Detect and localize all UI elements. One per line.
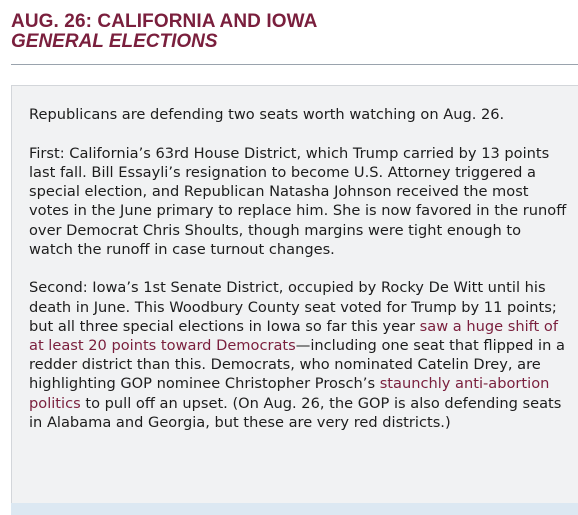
- bottom-band: [11, 503, 578, 515]
- content-box: [11, 85, 578, 503]
- article-header: [11, 12, 571, 52]
- link-anti-abortion-politics[interactable]: staunchly anti-abortion politics: [29, 375, 550, 412]
- headline: AUG. 26: CALIFORNIA AND IOWA: [11, 11, 318, 32]
- second-text-1: Second: Iowa’s 1st Senate District, occupied by Rocky De Witt until his death in June. This Woodbury County seat voted for Trump by 11 points; but all three special elections in Iowa so far this year: [29, 279, 557, 335]
- second-text-2: —including one seat that flipped in a redder district than this. Democrats, who nominated Catelin Drey, are highlighting GOP nominee Christopher Prosch’s: [29, 337, 565, 393]
- subhead: GENERAL ELECTIONS: [11, 31, 218, 52]
- intro-paragraph: Republicans are defending two seats worth watching on Aug. 26.: [29, 106, 505, 123]
- second-paragraph: [29, 278, 569, 432]
- second-text-3: to pull off an upset. (On Aug. 26, the GOP is also defending seats in Alabama and Georgia, but these are very red districts.): [29, 394, 562, 431]
- link-huge-shift[interactable]: saw a huge shift of at least 20 points toward Democrats: [29, 317, 558, 355]
- header-divider: [11, 64, 578, 65]
- first-paragraph: First: California’s 63rd House District, which Trump carried by 13 points last fall. Bill Essayli’s resignation to become U.S. Attorney triggered a special election, and Republican Natasha Johnson received the most votes in the June primary to replace him. She is now favored in the runoff over Democrat Chris Shoults, though margins were tight enough to watch the runoff in case turnout changes.: [29, 144, 567, 258]
